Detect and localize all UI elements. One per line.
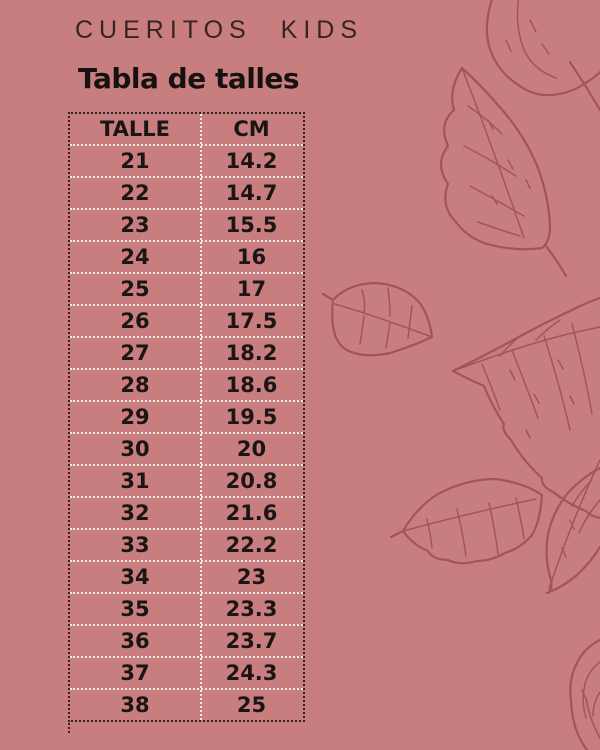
- talle-cell: 32: [120, 500, 150, 525]
- cm-cell: 20: [236, 436, 267, 461]
- cm-cell: 23.7: [225, 628, 278, 653]
- talle-cell: 34: [120, 564, 150, 589]
- table-row: [70, 304, 303, 336]
- table-header-row: [70, 114, 303, 144]
- leaf-sketch-big-center: [453, 298, 600, 518]
- table-row: [70, 592, 303, 624]
- cm-cell: 18.6: [225, 372, 278, 397]
- table-row: [70, 368, 303, 400]
- table-row: [70, 464, 303, 496]
- cm-cell: 14.7: [225, 180, 278, 205]
- table-row: [70, 240, 303, 272]
- table-row: [70, 528, 303, 560]
- table-row: [70, 400, 303, 432]
- table-row: [70, 208, 303, 240]
- talle-cell: 29: [120, 404, 150, 429]
- table-row: [70, 272, 303, 304]
- talle-cell: 30: [120, 436, 150, 461]
- table-row: [70, 688, 303, 720]
- cm-cell: 23.3: [225, 596, 278, 621]
- cm-cell: 23: [236, 564, 267, 589]
- talle-cell: 27: [120, 340, 150, 365]
- talle-cell: 36: [120, 628, 150, 653]
- size-table: [68, 112, 305, 722]
- cm-cell: 24.3: [225, 660, 278, 685]
- table-row: [70, 336, 303, 368]
- cm-cell: 18.2: [225, 340, 278, 365]
- table-row: [70, 176, 303, 208]
- table-row: [70, 624, 303, 656]
- table-row: [70, 432, 303, 464]
- cm-cell: 22.2: [225, 532, 278, 557]
- table-row: [70, 656, 303, 688]
- table-row: [70, 496, 303, 528]
- cm-cell: 21.6: [225, 500, 278, 525]
- talle-cell: 35: [120, 596, 150, 621]
- page-title: Tabla de talles: [78, 62, 300, 95]
- leaf-sketch-right-edge: [547, 460, 600, 593]
- cm-cell: 14.2: [225, 148, 278, 173]
- talle-cell: 22: [120, 180, 150, 205]
- leaf-illustration: [320, 0, 600, 750]
- cm-cell: 16: [236, 244, 267, 269]
- cm-cell: 20.8: [225, 468, 278, 493]
- talle-cell: 31: [120, 468, 150, 493]
- cm-cell: 15.5: [225, 212, 278, 237]
- talle-cell: 24: [120, 244, 150, 269]
- leaf-sketch-tall: [441, 68, 566, 276]
- cm-cell: 17.5: [225, 308, 278, 333]
- brand-name: CUERITOS KIDS: [75, 16, 364, 44]
- cm-cell: 25: [236, 692, 267, 717]
- leaf-sketch-lower-left: [391, 479, 542, 563]
- leaf-sketch-top-right: [487, 0, 600, 110]
- talle-cell: 26: [120, 308, 150, 333]
- table-row: [70, 144, 303, 176]
- table-row: [70, 560, 303, 592]
- talle-cell: 37: [120, 660, 150, 685]
- leaf-sketch-bottom-corner: [570, 640, 600, 750]
- talle-cell: 25: [120, 276, 150, 301]
- header-talle: TALLE: [99, 116, 171, 141]
- cm-cell: 17: [236, 276, 267, 301]
- talle-cell: 33: [120, 532, 150, 557]
- header-cm: CM: [233, 116, 270, 141]
- talle-cell: 21: [120, 148, 150, 173]
- talle-cell: 23: [120, 212, 150, 237]
- cm-cell: 19.5: [225, 404, 278, 429]
- talle-cell: 28: [120, 372, 150, 397]
- talle-cell: 38: [120, 692, 150, 717]
- leaf-sketch-small-left: [323, 283, 432, 355]
